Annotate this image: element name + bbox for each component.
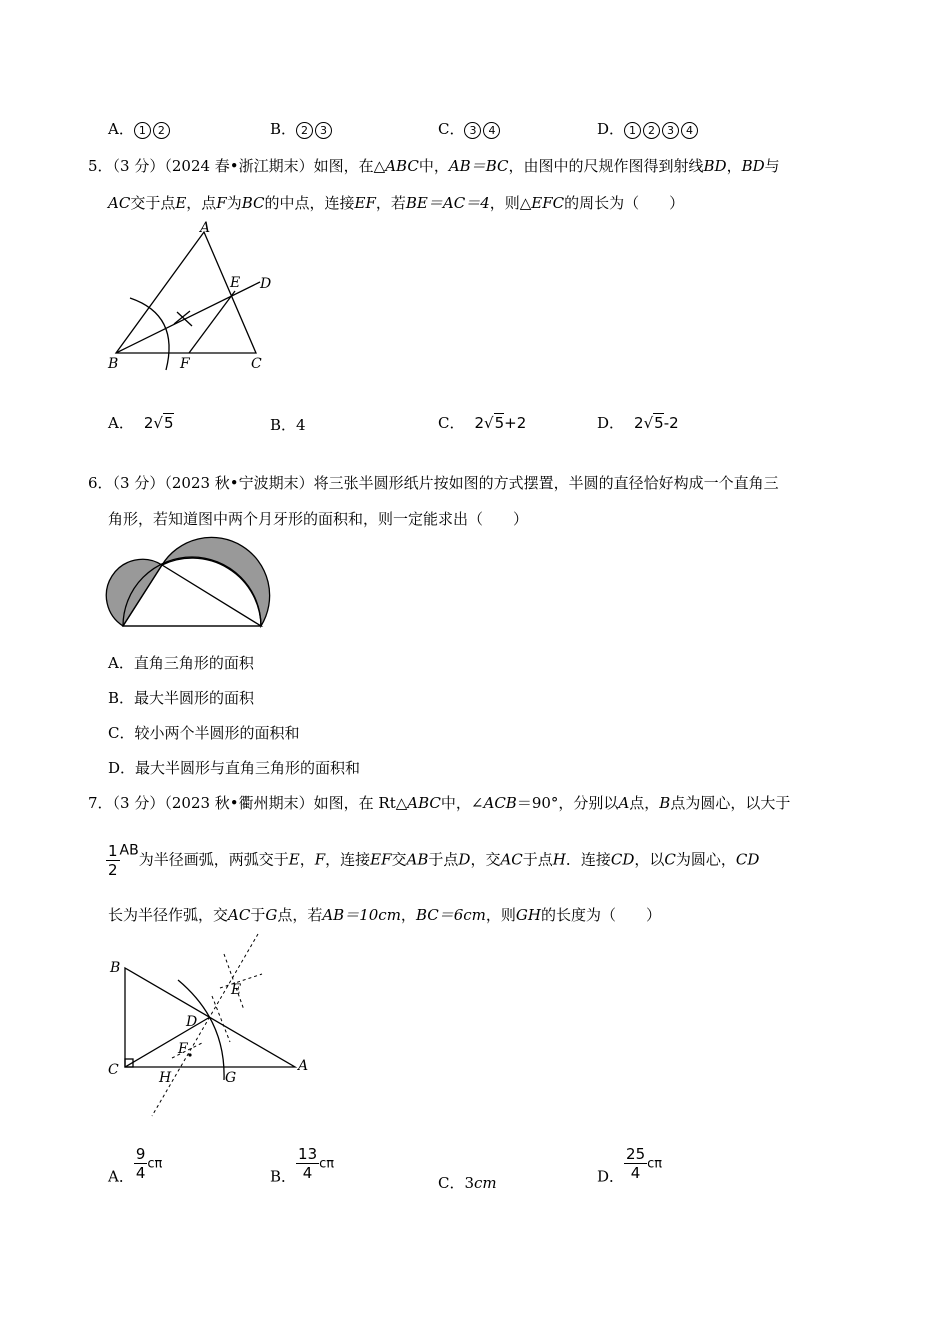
- q4-option-a: A． 1 2: [108, 118, 172, 139]
- label-e: E: [231, 982, 242, 998]
- q5-figure: [100, 220, 290, 380]
- label-b: B: [108, 356, 119, 372]
- label-c: C: [251, 356, 262, 372]
- q6-option-c: C．较小两个半圆形的面积和: [108, 724, 300, 742]
- q7-option-d: D． $\frac{25}{4}$ cπ: [597, 1145, 663, 1186]
- line-ef: [152, 934, 258, 1116]
- q7-option-b: B． $\frac{13}{4}$ cπ: [270, 1145, 335, 1186]
- q6-stem-line1: 6．（3 分）（2023 秋•宁波期末）将三张半圆形纸片按如图的方式摆置，半圆的直径恰好构成一个直角三: [88, 474, 779, 492]
- q5-option-d: D． 2√5-2: [597, 414, 679, 432]
- arc-cg: [178, 980, 224, 1080]
- q6-option-a: A．直角三角形的面积: [108, 654, 254, 672]
- q7-figure: [100, 930, 330, 1120]
- q5-stem-line1: 5．（3 分）（2024 春•浙江期末）如图，在△ABC中，AB＝BC，由图中的尺规作图得到射线BD，BD与: [88, 157, 780, 175]
- label-c: C: [108, 1062, 119, 1078]
- q5-stem-line2: AC交于点E，点F为BC的中点，连接EF，若BE＝AC＝4，则△EFC的周长为（ ）: [108, 194, 685, 212]
- segment-ef: [189, 291, 235, 353]
- q7-stem-line2: $\frac{1}{2}$ AB为半径画弧，两弧交于E，F，连接EF交AB于点D，交AC于点H．连接CD，以C为圆心，CD: [108, 842, 760, 879]
- label-h: H: [159, 1070, 172, 1086]
- arc-compass: [130, 298, 169, 370]
- q6-stem-line2: 角形，若知道图中两个月牙形的面积和，则一定能求出（ ）: [108, 510, 529, 528]
- label-d: D: [186, 1014, 198, 1030]
- q5-option-a: A． 2√5: [108, 414, 174, 432]
- q7-stem-line1: 7．（3 分）（2023 秋•衢州期末）如图，在 Rt△ABC中，∠ACB＝90°，分别以A点，B点为圆心，以大于: [88, 794, 791, 812]
- q4-option-c: C． 3 4: [438, 118, 502, 139]
- triangle-abc: [116, 232, 256, 353]
- ray-bd: [116, 282, 260, 353]
- q7-option-a: A． $\frac{9}{4}$ cπ: [108, 1145, 163, 1186]
- q4-option-d: D． 1 2 3 4: [597, 118, 700, 139]
- label-f: F: [178, 1041, 188, 1057]
- q7-option-c: C．3cm: [438, 1174, 497, 1192]
- label-a: A: [200, 220, 211, 236]
- q5-option-b: B．4: [270, 416, 306, 434]
- q6-option-d: D．最大半圆形与直角三角形的面积和: [108, 759, 361, 777]
- q6-figure: [100, 532, 280, 632]
- q5-option-c: C． 2√5+2: [438, 414, 527, 432]
- label-f: F: [180, 356, 190, 372]
- q7-stem-line3: 长为半径作弧，交AC于G点，若AB＝10cm，BC＝6cm，则GH的长度为（ ）: [108, 906, 661, 924]
- q6-option-b: B．最大半圆形的面积: [108, 689, 255, 707]
- q4-option-b: B． 2 3: [270, 118, 334, 139]
- label-d: D: [260, 276, 272, 292]
- label-a: A: [298, 1058, 309, 1074]
- segment-cd: [125, 1017, 210, 1067]
- label-b: B: [110, 960, 121, 976]
- label-e: E: [230, 275, 241, 291]
- label-g: G: [225, 1070, 237, 1086]
